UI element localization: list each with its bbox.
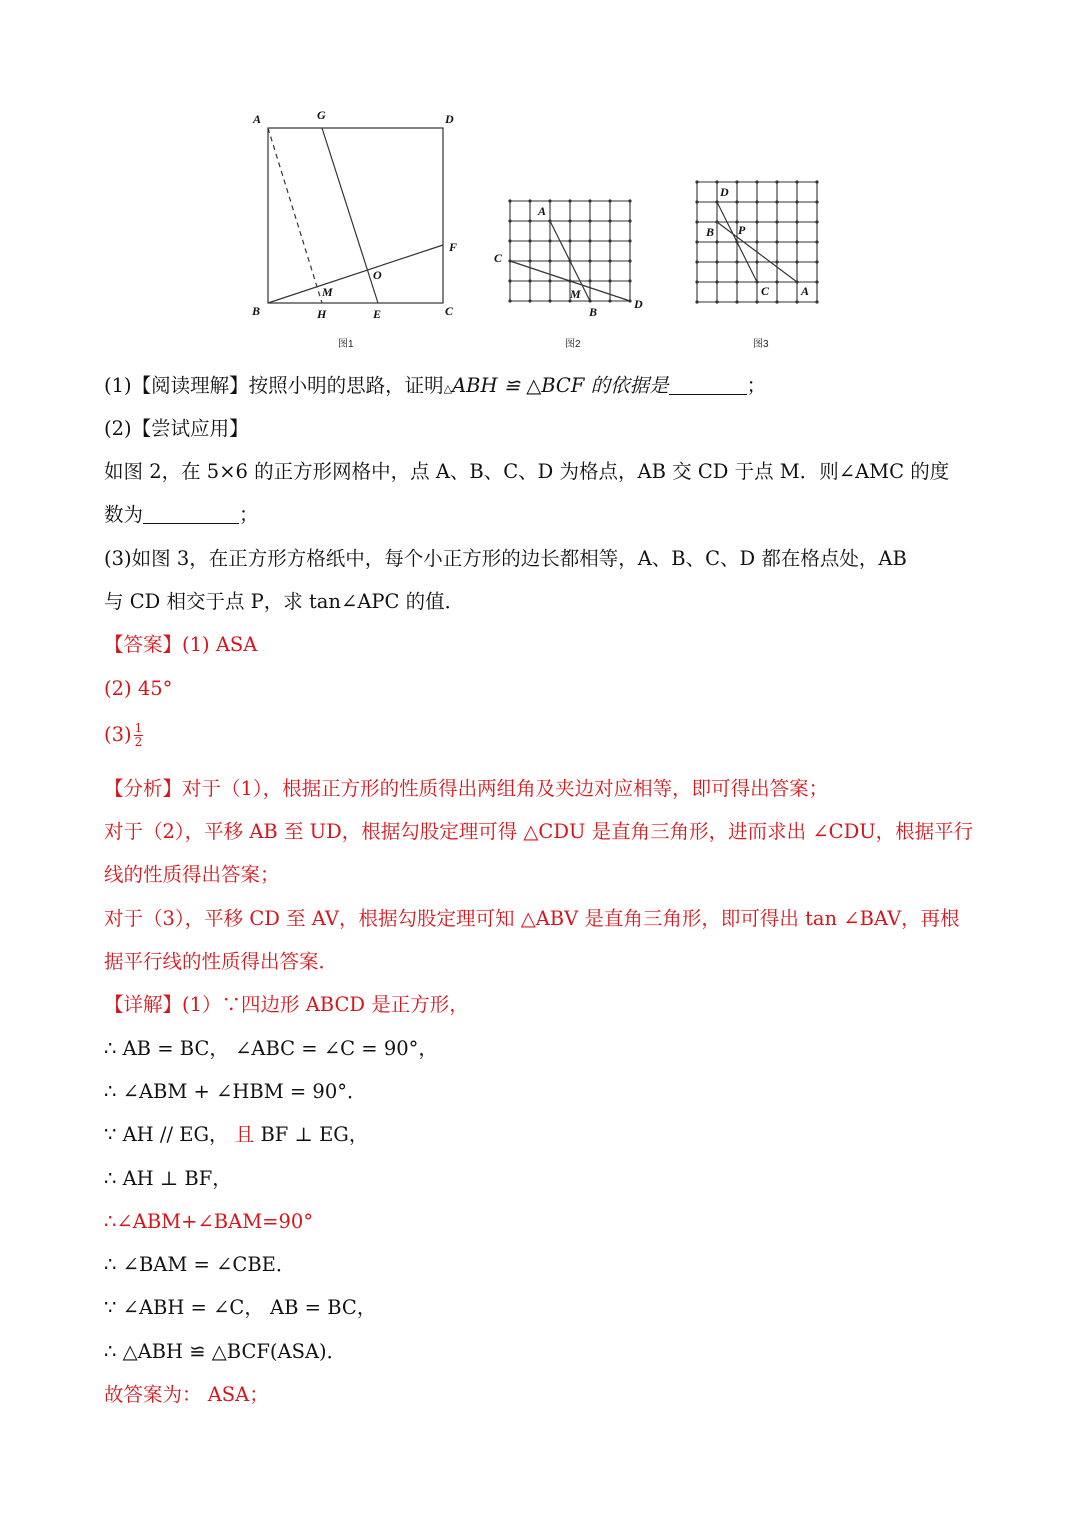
answer-3-prefix: (3) [104,723,132,746]
question-1-text-c: ； [746,374,767,397]
figures-svg [240,100,840,360]
grid-point [755,240,758,243]
grid-point [735,180,738,183]
fig1-label-b: B [252,304,261,318]
grid-point [775,300,778,303]
question-2-heading: (2)【尝试应用】 [104,417,249,440]
grid-point [695,200,698,203]
grid-point [548,279,551,282]
grid-point [815,260,818,263]
grid-point [815,240,818,243]
fig1-label-m: M [322,285,333,299]
detail-1 [104,992,469,1018]
detail-2: ∴ AB = BC， ∠ABC = ∠C = 90°， [104,1037,438,1060]
grid-point [588,259,591,262]
analysis-4: 对于（3），平移 CD 至 AV，根据勾股定理可知 △ABV 是直角三角形，即可得出 tan ∠BAV，再根 [104,907,960,930]
grid-point [508,219,511,222]
grid-point [608,219,611,222]
grid-point [775,200,778,203]
detail-1-text: 【详解】(1）∵四边形 ABCD 是正方形， [104,993,469,1016]
detail-3: ∴ ∠ABM + ∠HBM = 90°． [104,1080,367,1103]
grid-point [608,239,611,242]
grid-point [588,279,591,282]
grid-point [755,260,758,263]
question-2-text: 如图 2，在 5×6 的正方形网格中，点 A、B、C、D 为格点，AB 交 CD 于点 M．则∠AMC 的度 [104,460,950,483]
grid-point [755,220,758,223]
grid-point [715,280,718,283]
fig1-label-o: O [373,268,382,282]
grid-point [815,180,818,183]
grid-point [508,199,511,202]
grid-point [815,300,818,303]
fraction-one-half [134,722,144,749]
fig3-label-a: A [801,284,810,298]
answer-blank-1[interactable] [669,374,747,395]
detail-9: ∴ △ABH ≌ △BCF(ASA)． [104,1340,347,1363]
grid-point [715,260,718,263]
grid-point [508,299,511,302]
detail-4 [104,1122,368,1148]
grid-point [608,279,611,282]
grid-point [528,279,531,282]
detail-6-text: ∴∠ABM+∠BAM=90° [104,1210,314,1233]
grid-point [628,219,631,222]
grid-point [528,259,531,262]
grid-point [815,220,818,223]
grid-point [608,199,611,202]
fig2-label-b: B [589,305,598,319]
question-3-text: (3)如图 3，在正方形方格纸中，每个小正方形的边长都相等，A、B、C、D 都在格点处，AB [104,547,907,570]
grid-point [568,199,571,202]
grid-point [775,220,778,223]
question-2-text-b: ； [239,503,259,526]
grid-point [695,260,698,263]
grid-point [755,200,758,203]
segment-ah-dashed [268,128,322,303]
grid-point [755,180,758,183]
grid-point [568,219,571,222]
grid-point [548,299,551,302]
detail-10: 故答案为： ASA； [104,1383,269,1406]
grid-point [715,180,718,183]
grid-point [695,300,698,303]
fig2-label-a: A [538,204,547,218]
analysis-1: 【分析】对于（1），根据正方形的性质得出两组角及夹边对应相等，即可得出答案； [104,777,829,800]
fig1-label-f: F [449,240,458,254]
grid-point [795,300,798,303]
detail-8: ∵ ∠ABH = ∠C， AB = BC， [104,1296,377,1319]
grid-point [735,200,738,203]
fig1-label-e: E [373,307,382,321]
grid-point [628,199,631,202]
grid-point [755,300,758,303]
fig1-caption: 图1 [338,339,354,350]
grid-point [528,239,531,242]
answer-blank-2[interactable] [143,503,239,524]
fig3-label-p: P [738,223,746,237]
grid-point [775,280,778,283]
grid-point [815,280,818,283]
fig1-label-d: D [445,112,454,126]
grid-point [548,199,551,202]
question-1: (1)【阅读理解】按照小明的思路，证明△ABH ≌ △BCF 的依据是 ； [104,374,767,397]
detail-4-text-a: ∵ AH // EG， [104,1123,229,1146]
question-3-text-2: 与 CD 相交于点 P，求 tan∠APC 的值． [104,590,465,613]
grid-point [735,300,738,303]
fig2-label-m: M [570,287,581,301]
grid-point [588,199,591,202]
fig3-label-b: B [706,225,715,239]
question-1-text-b: ABH ≌ △BCF 的依据是 [452,374,669,397]
grid-point [795,180,798,183]
grid-point [815,200,818,203]
detail-4-text-b: 且 [234,1123,255,1146]
fig2-label-d: D [634,297,643,311]
grid-point [528,199,531,202]
fraction-denominator: 2 [134,735,143,749]
fig1-label-c: C [445,304,454,318]
segment-bf [268,245,443,303]
grid-point [548,259,551,262]
fig1-label-h: H [317,307,327,321]
fig3-label-c: C [761,284,770,298]
grid-point [795,200,798,203]
grid-point [628,279,631,282]
question-2-text-a: 数为 [104,503,144,526]
figure-1 [268,128,443,303]
fig3-caption: 图3 [753,339,769,350]
detail-7: ∴ ∠BAM = ∠CBE． [104,1253,296,1276]
grid-point [608,259,611,262]
question-1-text-a: (1)【阅读理解】按照小明的思路，证明 [104,374,444,397]
grid-point [715,240,718,243]
grid-point [715,300,718,303]
grid-point [508,239,511,242]
grid-point [695,180,698,183]
square-abcd [268,128,443,303]
fig2-label-c: C [494,251,503,265]
grid-point [735,260,738,263]
answer-3 [104,722,143,749]
grid-point [695,220,698,223]
grid-point [608,299,611,302]
fraction-numerator: 1 [134,721,143,735]
grid-point [568,239,571,242]
detail-5: ∴ AH ⊥ BF， [104,1167,232,1190]
detail-4-text-c: BF ⊥ EG， [260,1123,369,1146]
fig3-label-d: D [720,185,729,199]
segment-ge [322,128,378,303]
grid-point [695,280,698,283]
grid-point [795,240,798,243]
fig1-label-a: A [253,112,262,126]
answer-2: (2) 45° [104,677,173,700]
fig2-caption: 图2 [565,339,581,350]
detail-6 [104,1209,313,1235]
grid-point [548,239,551,242]
question-2-answer-line [104,502,259,528]
grid-point [628,239,631,242]
grid-point [775,180,778,183]
figures [240,100,840,360]
grid-point [735,280,738,283]
grid-point [695,240,698,243]
grid-point [775,240,778,243]
analysis-5: 据平行线的性质得出答案． [104,950,339,973]
grid-point [528,299,531,302]
grid-point [588,219,591,222]
grid-point [795,220,798,223]
grid-point [775,260,778,263]
answer-1: 【答案】(1) ASA [104,633,258,656]
analysis-2: 对于（2），平移 AB 至 UD，根据勾股定理可得 △CDU 是直角三角形，进而求出 ∠CDU，根据平行 [104,820,974,843]
grid-point [508,279,511,282]
fig1-label-g: G [317,108,326,122]
grid-point [795,260,798,263]
grid-point [528,219,531,222]
grid-point [628,259,631,262]
grid-point [588,239,591,242]
analysis-3: 线的性质得出答案； [104,863,280,886]
